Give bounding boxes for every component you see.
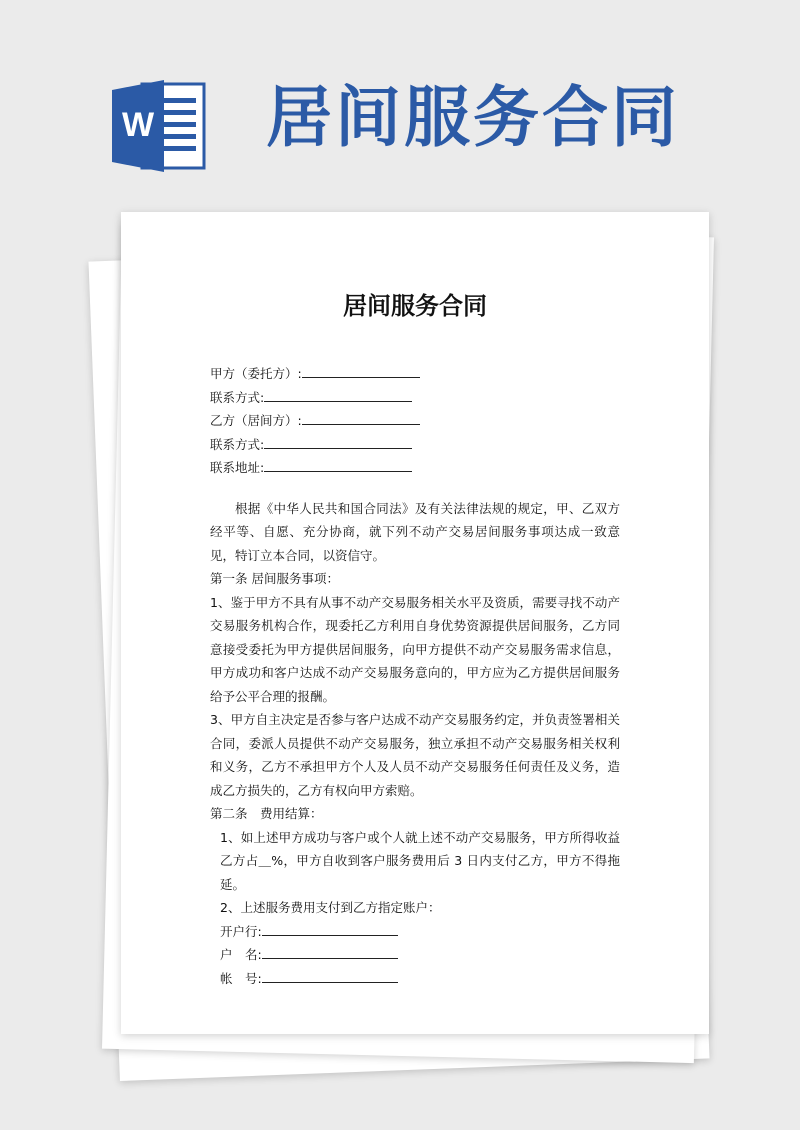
blank-line (262, 967, 398, 983)
party-field-row (210, 433, 620, 457)
word-document-icon (112, 80, 208, 172)
party-field-row (210, 456, 620, 480)
banner-title: 居间服务合同 (266, 79, 680, 156)
article1-heading: 第一条 居间服务事项： (210, 571, 339, 586)
account-field-row (210, 920, 620, 944)
blank-line (264, 433, 412, 449)
document-body (210, 362, 620, 990)
party-field-label: 甲方（委托方）: (210, 366, 302, 381)
party-field-row (210, 386, 620, 410)
account-field-row (210, 943, 620, 967)
blank-line (302, 409, 420, 425)
account-field-label: 开户行: (220, 923, 262, 939)
party-field-label: 联系方式: (210, 389, 265, 405)
article1-item3: 3、甲方自主决定是否参与客户达成不动产交易服务约定，并负责签署相关合同，委派人员提供不动产交易服务，独立承担不动产交易服务相关权利和义务，乙方不承担甲方个人及人员不动产交易服务任何责任及义务，造成乙方损失的，乙方有权向甲方索赔。 (210, 712, 620, 798)
document-page (121, 212, 709, 1034)
blank-line (302, 362, 420, 378)
party-field-label: 乙方（居间方）: (210, 413, 302, 428)
word-icon-letter: W (121, 106, 155, 144)
article2-item2: 2、上述服务费用支付到乙方指定账户： (220, 900, 441, 915)
party-field-row (210, 362, 620, 386)
blank-line (262, 943, 398, 959)
party-field-label: 联系地址: (210, 460, 265, 475)
account-field-label: 户 名: (220, 947, 262, 962)
document-title: 居间服务合同 (343, 292, 487, 320)
blank-line (264, 386, 412, 402)
account-field-label: 帐 号: (220, 970, 262, 986)
article1-item1: 1、鉴于甲方不具有从事不动产交易服务相关水平及资质，需要寻找不动产交易服务机构合作，现委托乙方利用自身优势资源提供居间服务，乙方同意接受委托为甲方提供居间服务，向甲方提供不动产交易服务需求信息，甲方成功和客户达成不动产交易服务意向的，甲方应为乙方提供居间服务给予公平合理的报酬。 (210, 594, 620, 704)
article2-heading: 第二条 费用结算： (210, 806, 323, 821)
party-field-row (210, 409, 620, 433)
intro-paragraph: 根据《中华人民共和国合同法》及有关法律法规的规定，甲、乙双方经平等、自愿、充分协商，就下列不动产交易居间服务事项达成一致意见，特订立本合同，以资信守。 (210, 500, 620, 563)
article2-item1: 1、如上述甲方成功与客户或个人就上述不动产交易服务，甲方所得收益乙方占＿%，甲方自收到客户服务费用后 3 日内支付乙方，甲方不得拖延。 (220, 829, 620, 892)
blank-line (264, 456, 412, 472)
blank-line (262, 920, 398, 936)
banner-header (0, 0, 800, 200)
party-field-label: 联系方式: (210, 436, 265, 452)
account-field-row (210, 967, 620, 991)
